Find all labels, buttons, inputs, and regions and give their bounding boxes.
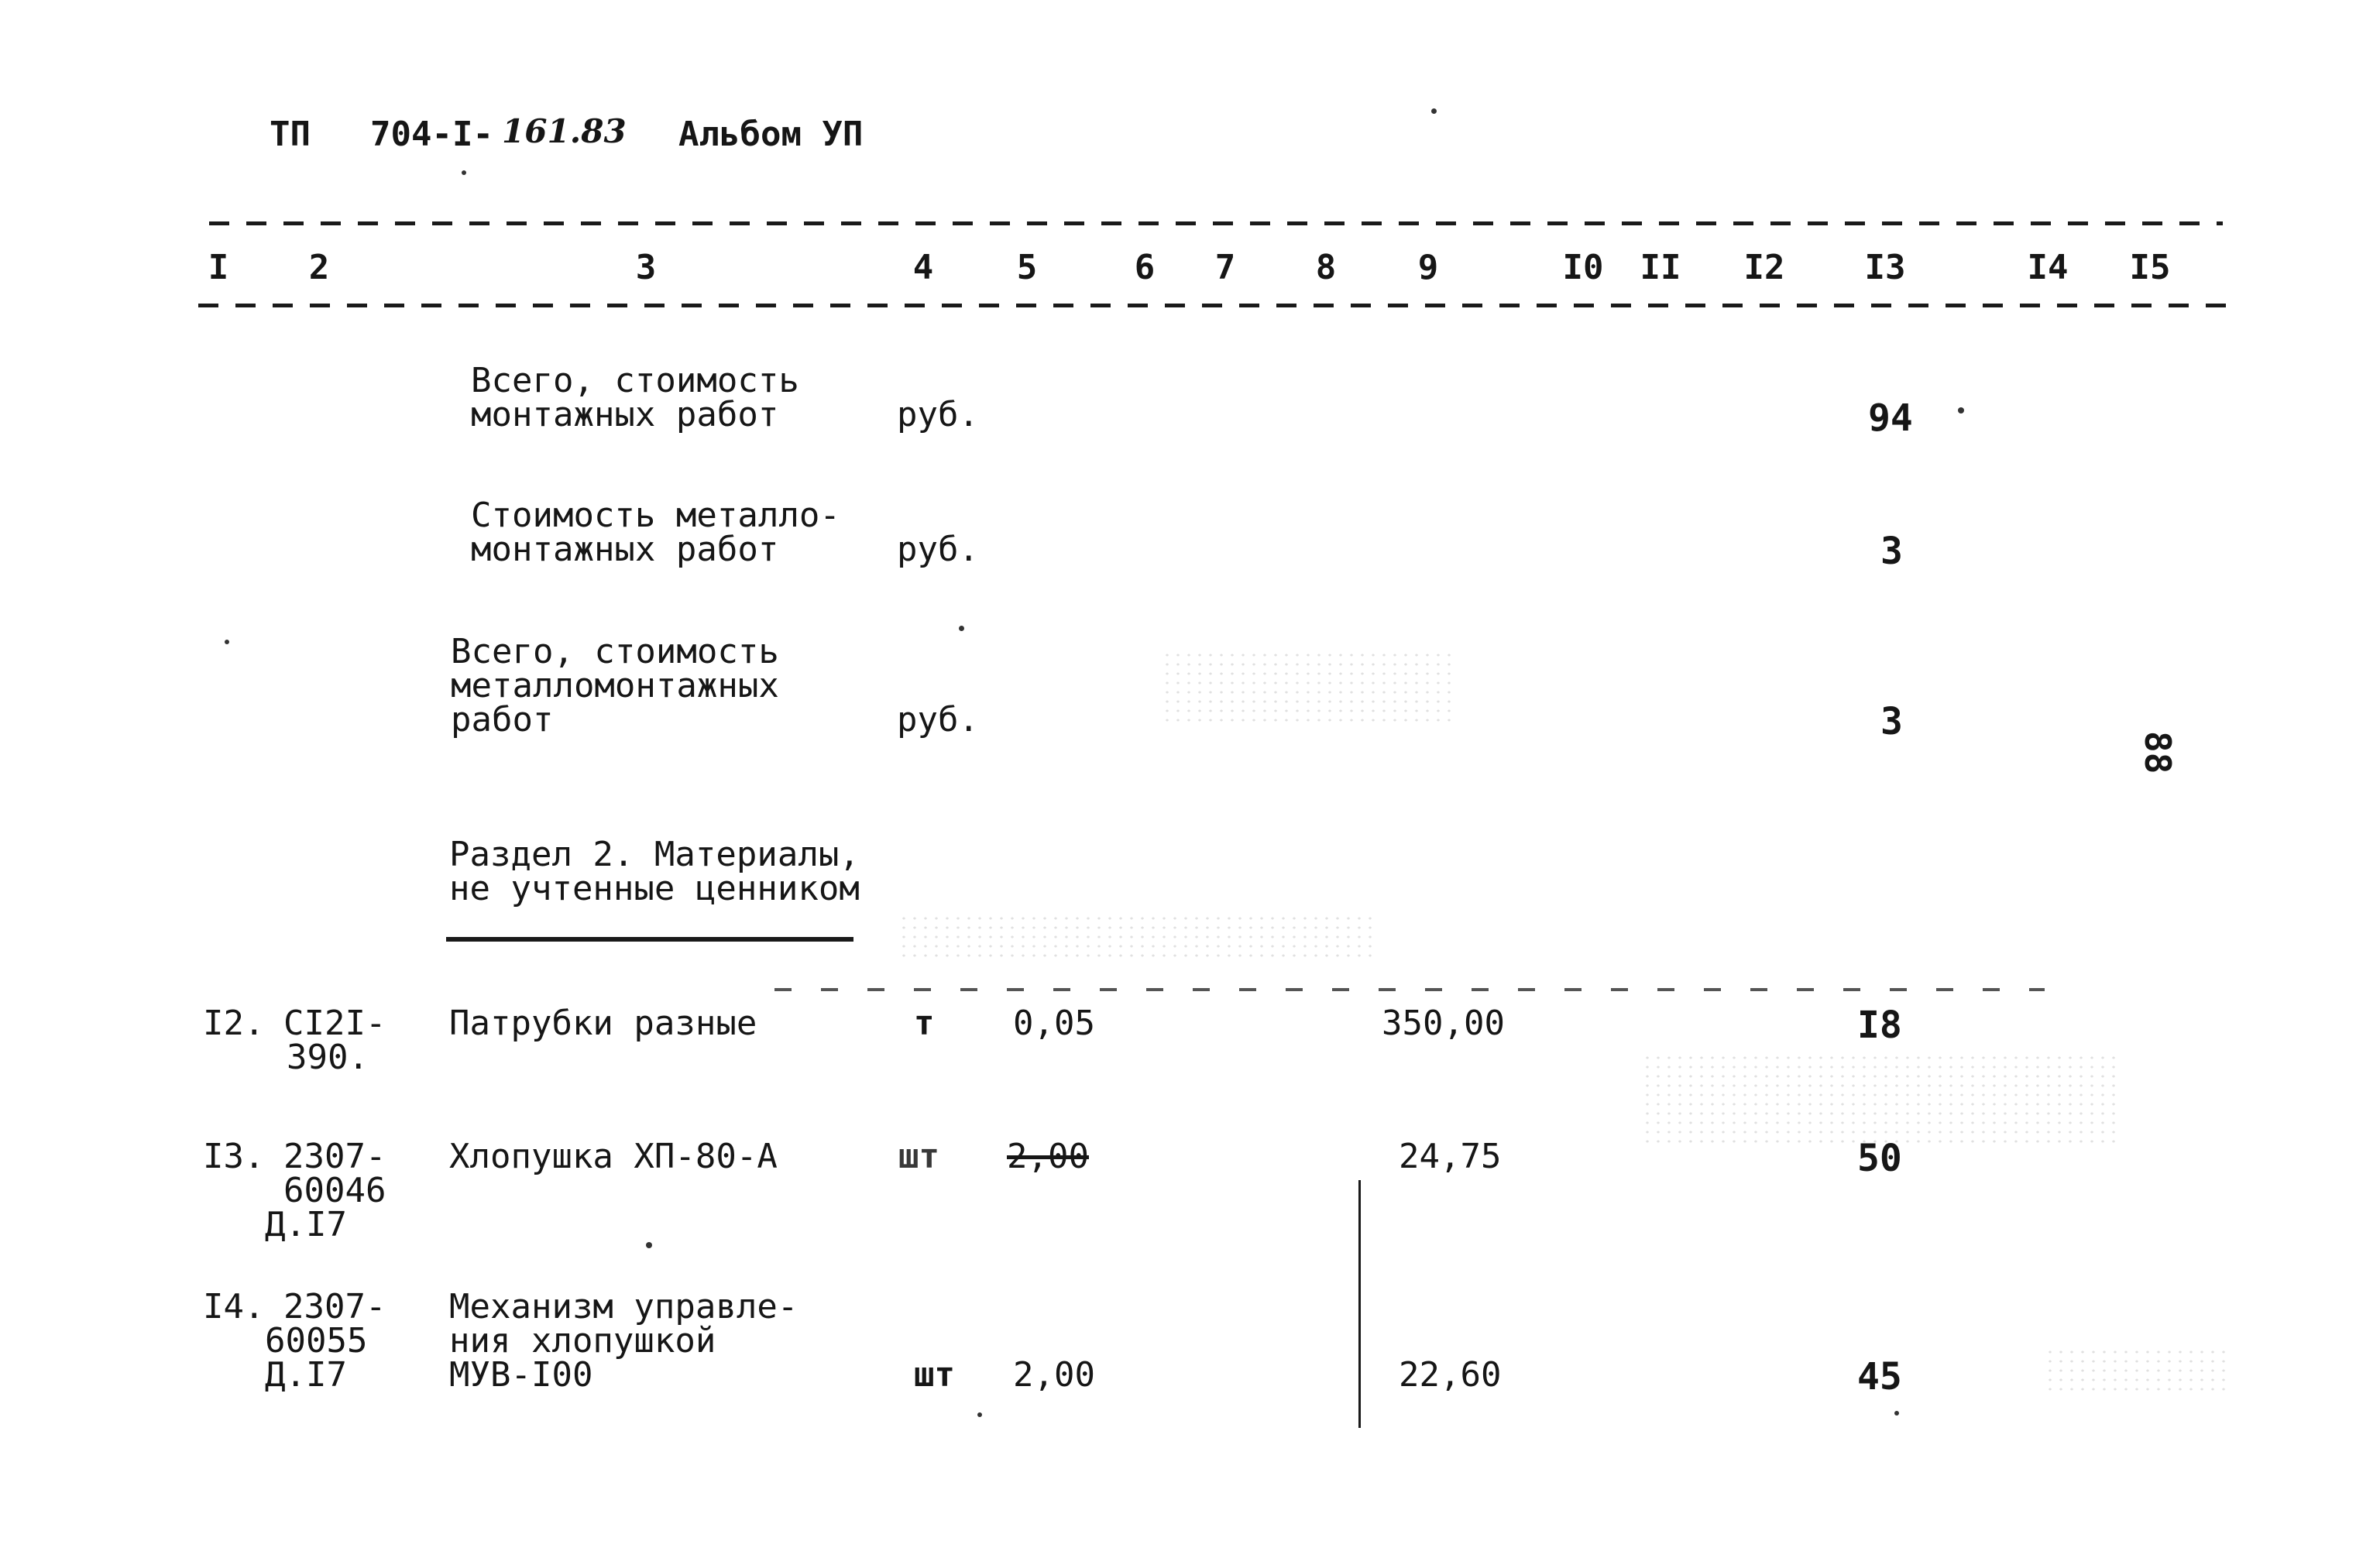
item-total: 45: [1857, 1355, 1902, 1398]
column-number: 3: [635, 248, 657, 287]
item-unit: шт: [898, 1137, 939, 1176]
item-total: 50: [1857, 1137, 1902, 1180]
item-code: 60055: [265, 1321, 368, 1361]
item-code: 60046: [283, 1171, 386, 1210]
section-separator: [774, 988, 2045, 991]
item-price: 24,75: [1399, 1137, 1502, 1176]
project-code-handwritten: 161.83: [502, 112, 627, 150]
column-number: I4: [2027, 248, 2069, 287]
scan-noise: [2045, 1347, 2231, 1394]
column-number: II: [1640, 248, 1681, 287]
summary-description: монтажных работ: [471, 530, 779, 569]
column-number: 7: [1214, 248, 1236, 287]
item-code: 2307-: [283, 1287, 386, 1326]
album-label: Альбом УП: [678, 115, 864, 154]
summary-unit: руб.: [897, 395, 979, 434]
column-number: 8: [1315, 248, 1337, 287]
item-number: I4.: [203, 1287, 265, 1326]
vertical-rule: [1358, 1180, 1361, 1428]
header-bottom-rule: [198, 304, 2227, 307]
project-code: 704-I-: [370, 115, 493, 154]
column-number: 2: [308, 248, 330, 287]
column-number: I2: [1743, 248, 1785, 287]
column-number: I: [208, 248, 229, 287]
scan-noise: [898, 914, 1379, 960]
item-total: I8: [1857, 1004, 1902, 1047]
item-unit: шт: [914, 1355, 955, 1395]
item-code: Д.I7: [265, 1355, 347, 1395]
scan-speck: [1431, 108, 1437, 114]
summary-description: работ: [451, 700, 554, 740]
item-quantity: 2,00: [1007, 1137, 1089, 1176]
summary-description: Стоимость металло-: [471, 496, 840, 535]
summary-total: 94: [1868, 396, 1913, 440]
summary-total: 3: [1880, 700, 1903, 743]
scan-noise: [1642, 1053, 2122, 1146]
scan-speck: [959, 626, 964, 631]
series-code: ТП: [270, 115, 311, 154]
item-quantity: 2,00: [1013, 1355, 1095, 1395]
column-number: 9: [1417, 248, 1439, 287]
scan-speck: [1958, 407, 1964, 414]
column-number: I5: [2129, 248, 2171, 287]
item-code: 390.: [287, 1038, 369, 1077]
column-number: 6: [1134, 248, 1156, 287]
summary-description: Всего, стоимость: [471, 361, 799, 400]
header-top-rule: [209, 221, 2223, 225]
item-code: Д.I7: [265, 1205, 347, 1244]
summary-unit: руб.: [897, 700, 979, 740]
item-code: CI2I-: [283, 1004, 386, 1043]
summary-total: 3: [1880, 530, 1903, 573]
item-description: Патрубки разные: [449, 1004, 757, 1043]
item-description: ния хлопушкой: [449, 1321, 716, 1361]
item-price: 350,00: [1382, 1004, 1505, 1043]
summary-description: металломонтажных: [451, 666, 779, 705]
item-number: I2.: [203, 1004, 265, 1043]
scan-speck: [462, 170, 466, 175]
scan-speck: [646, 1242, 652, 1248]
item-number: I3.: [203, 1137, 265, 1176]
column-number: I3: [1864, 248, 1906, 287]
item-code: 2307-: [283, 1137, 386, 1176]
section-title: не учтенные ценником: [449, 869, 860, 908]
column-number: 4: [912, 248, 934, 287]
summary-unit: руб.: [897, 530, 979, 569]
margin-note: 88: [2137, 731, 2179, 774]
scan-speck: [1894, 1411, 1899, 1416]
item-description: МУВ-I00: [449, 1355, 593, 1395]
scan-speck: [225, 640, 229, 644]
item-unit: т: [914, 1004, 935, 1043]
summary-description: монтажных работ: [471, 395, 779, 434]
item-description: Механизм управле-: [449, 1287, 798, 1326]
section-underline: [446, 937, 853, 942]
column-number: 5: [1016, 248, 1038, 287]
scan-noise: [1162, 650, 1456, 728]
item-quantity: 0,05: [1013, 1004, 1095, 1043]
scan-speck: [977, 1412, 982, 1417]
column-number: I0: [1562, 248, 1604, 287]
item-description: Хлопушка ХП-80-А: [449, 1137, 778, 1176]
item-price: 22,60: [1399, 1355, 1502, 1395]
summary-description: Всего, стоимость: [451, 632, 779, 671]
section-title: Раздел 2. Материалы,: [449, 835, 860, 874]
